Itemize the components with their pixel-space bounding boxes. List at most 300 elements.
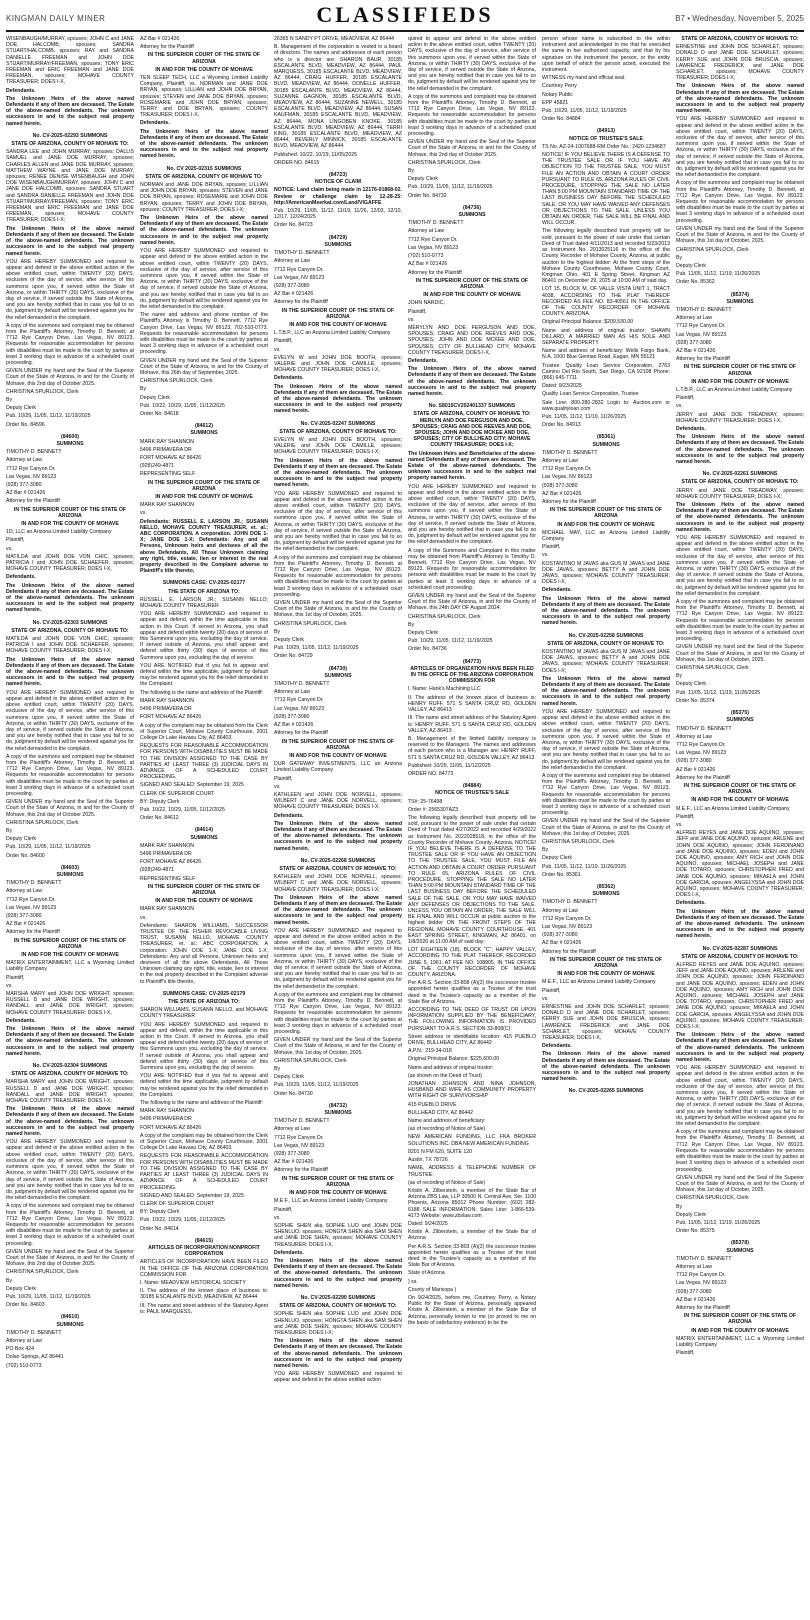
notice-title: NOTICE OF CLAIM xyxy=(314,179,362,186)
notice-line: NOTICE: Land claim being made in 12176-01868-02. Review or challenge claim by 12-28-25: http://AmericanMeerkat.com/Land/VIGAFFE xyxy=(274,187,402,206)
notice-line: CHRISTINA SPURLOCK, Clerk xyxy=(676,1195,749,1202)
notice-line: (928) 377-3080 xyxy=(676,339,712,346)
legal-notice xyxy=(408,403,536,653)
notice-line: CHRISTINA SPURLOCK, Clerk xyxy=(140,378,213,385)
notice-line: Defendants. xyxy=(6,1017,36,1024)
legal-notice xyxy=(408,659,536,777)
legal-notice xyxy=(6,133,134,428)
notice-line: AZ Bar # 021426 xyxy=(6,921,46,928)
notice-line: Order No. 84603 xyxy=(6,1302,45,1309)
notice-title: NOTICE OF TRUSTEE'S SALE xyxy=(569,135,643,142)
notice-line: The following legally described trust property will be sold, pursuant to the power of sale under that certain Deed of Trust dated 4/27/2022 and recorded 4/29/2022 as Instrument No. 2022028518, in the office of the County Recorder of Mohave County, Arizona, NOTICE! IF YOU BELIEVE THERE IS A DEFENSE TO THE TRUSTEE SALE OR IF YOU HAVE AN OBJECTION TO THE TRUSTEE SALE, YOU MUST FILE AN ACTION AND OBTAIN A COURT ORDER PURSUANT TO RULE 65, ARIZONA RULES OF CIVIL PROCEDURE, STOPPING THE SALE NO LATER THAN 5:00 PM MOUNTAIN STANDARD TIME OF THE LAST BUSINESS DAY BEFORE THE SCHEDULED SALE OF THE SALE, OR YOU MAY HAVE WAIVED ANY DEFENSES OR OBJECTIONS TO THE SALE. UNLESS YOU OBTAIN AN ORDER, THE SALE WILL BE FINAL AND WILL OCCUR at public auction to the highest bidder ON THE FRONT STEPS OF THE REGIONAL MOHAVE COUNTY COURTHOUSE, 401 EAST SPRING STREET, KINGMAN, AZ 86401, on 1/8/2026 at 11:00 AM of said day: xyxy=(408,814,536,945)
notice-line: The Unknown Heirs of the above named Defendants if any of them are deceased. The Estate of the above-named defendants. The unknown successors in and to the subject real property named herein. xyxy=(542,675,670,707)
notice-line: GIVEN UNDER my hand and the Seal of the Superior Court of the State of Arizona, in and for the County of Mohave, this 2nd day of October 2025. xyxy=(6,368,134,387)
notice-line: (928) 377-3080 xyxy=(274,713,310,720)
notice-line: GIVEN UNDER my hand and the Seal of the Superior Court of the State of Arizona, in and for the County of Mohave, this 26th day of September, 2025. xyxy=(140,357,268,376)
notice-line: By xyxy=(274,628,281,635)
notice-line: REPRESENTING SELF xyxy=(140,875,196,882)
notice-line: SIGNED AND SEALED: September 19, 2025 xyxy=(140,1192,244,1199)
notice-line: MATILDA and JOHN DOE VON CHIC, spouses; PATRICIA I and JOHN DOE SCHAEFER, spouses; MOHAVE COUNTY TREASURER; DOES I-X; xyxy=(6,636,134,655)
classified-columns xyxy=(6,36,804,1614)
notice-line: II. The address of the known place of business is: HENRY RUFF, 571 S SANTA CRUZ RD, GOLDEN VALLEY, AZ 86413 xyxy=(408,694,536,714)
notice-line: IN AND FOR THE COUNTY OF MOHAVE xyxy=(691,1327,789,1334)
notice-line: The Unknown Heirs of the above named Defendants if any of them are deceased. The Estate of the above-named defendants. The unknown successors in and to the subject real property named herein. xyxy=(6,1026,134,1057)
notice-line: Plaintiff, xyxy=(676,395,695,402)
notice-line: Sale Line: 800-280-2832 Login to: Auction.com or www.qualityloan.com xyxy=(542,399,670,412)
notice-line: By xyxy=(408,168,415,175)
notice-line: WISENBAUGH/MURRAY, spouses; JOHN C and JANE DOE HALCOMB, spouses; SANDRA STUART/HALCOMB, spouses; RAY and SANDRA DANIELLE FREEMAN and JOHN DOE STUART/MURRAY/FREEMAN, spouses; TONY ERIC FREEMAN and ERIC FREEMAN and JANE DOE FREEMAN, spouses; MOHAVE COUNTY TREASURER; DOES I-X, xyxy=(6,36,134,86)
notice-id: (84603) xyxy=(61,864,79,871)
notice-line: (928) 377-3080 xyxy=(6,482,42,488)
notice-line: By xyxy=(676,673,683,680)
notice-line: III. The name and street address of the Statutory Agent is: HENRY RUFF, 571 S SANTA CRUZ RD, GOLDEN VALLEY, AZ 86413 xyxy=(408,715,536,734)
notice-title: No. CV-2025-02261 SUMMONS xyxy=(702,471,778,478)
notice-line: Pub. 11/05, 11/12, 11/19, 11/26/2025 xyxy=(542,863,627,870)
notice-line: EVELYN W and JOHN DOE BOOTH, spouses; VALERIE and JOHN DOE CAMILLE, spouses; MOHAVE COUNTY TREASURER; DOES I-X, xyxy=(274,354,402,374)
notice-line: Order No. 84729 xyxy=(274,653,313,660)
legal-notice xyxy=(542,884,670,1082)
notice-line: A copy of the Summons and Complaint in this matter may be obtained from Plaintiff's Attorney is Timothy D. Bennett, 7712 Rye Canyon Drive, Las Vegas, NV 89123. Requests for reasonable accommodation for persons with disabilities must be made to the court by parties at least 3 working days in advance of a scheduled court proceeding. xyxy=(408,547,536,591)
legal-notice xyxy=(6,620,134,859)
notice-line: Pub. 10/29, 11/05, 11/12, 11/19/2025 xyxy=(6,413,91,420)
notice-line: quired to appear and defend in the above entitled action in the above entitled court, within TWENTY (20) DAYS, exclusive of the day of service, after service of this summons upon you, if served within the State of Arizona, or within THIRTY (30) DAYS, exclusive of the day of service, if served outside the State of Arizona, and you are hereby notified that in case you fail to so do, judgment by default will be rendered against you for the relief demanded in the complaint. xyxy=(408,36,536,92)
notice-title: No. CV-2025-02287 SUMMONS xyxy=(702,945,778,952)
notice-line: Deputy Clerk xyxy=(6,405,36,412)
legal-notice xyxy=(140,36,268,160)
notice-line: Pub. 10/29, 11/05, 11/12, 11/19/2025 xyxy=(408,184,493,191)
notice-line: A copy of the summons and complaint may be obtained from the Plaintiff's Attorney, Timothy D. Bennett, at 7712 Rye Canyon Drive, Las Vegas, NV 89123. Requests for reasonable accommodation for persons with disabilities must be made to the court by parties at least 3 working days in advance of a scheduled court proceeding. xyxy=(274,991,402,1036)
notice-line: A.P.N.: 219-34-018 xyxy=(408,1048,452,1055)
notice-line: Las Vegas, NV 89123 xyxy=(542,923,593,930)
notice-line: MARK RAY SHANNON xyxy=(140,1108,194,1115)
notice-line: The Unknown Heirs of the above named Defendants if any of them are deceased. The Estate of the above-named defendants. The unknown successors in and to the subject real property named herein. xyxy=(676,434,804,465)
column-6 xyxy=(676,36,804,1614)
notice-title: No. CV-2025-02293 SUMMONS xyxy=(32,132,108,139)
legal-notice xyxy=(140,166,268,418)
notice-line: YOU ARE HEREBY SUMMONED and required to appear and defend in the above entitled action in the above entitled court, within TWENTY (20) DAYS, exclusive of the day of service, after service of this summons upon you, if served within the State of Arizona, or within THIRTY (30) DAYS, exclusive of the day of service, if served outside the State of Arizona, and you are hereby notified that in case you fail to so do, judgment by default will be rendered against you for the relief demanded in the complaint. xyxy=(6,689,134,752)
notice-line: Defendants. xyxy=(140,120,170,127)
notice-line: Las Vegas, NV 89123 xyxy=(6,473,57,480)
notice-line: (as of recording of Notice of Sale) xyxy=(408,1179,486,1186)
legal-notice xyxy=(408,36,536,199)
notice-line: YOU ARE HEREBY SUMMONED and required to appear and defend in the above entitled action in the above entitled court, within TWENTY (20) DAYS, exclusive of the day of service, after service of this summons upon you, if served within the State of Arizona, or within THIRTY (30) DAYS, exclusive of the day of service, if served outside the State of Arizona, and you are hereby notified that in case you fail to so do, judgment by default will be rendered against you for the relief demanded in the complaint. xyxy=(140,248,268,310)
notice-line: TIMOTHY D. BENNETT xyxy=(676,306,732,313)
notice-line: ACCORDING TO THE DEED OF TRUST OR UPON INFORMATION SUPPLIED BY THE BENEFICIARY, THE FOLLOWING INFORMATION IS PROVIDED PURSUANT TO A.R.S. SECTION 33-808(C): xyxy=(408,1007,536,1032)
notice-line: LOT 15, BLOCK M, OF VALLE VISTA UNIT 1, TRACT 4038, ACCORDING TO THE PLAT THEREOF RECORDED AS FEE NO. 83-40561 IN THE OFFICE OF THE COUNTY RECORDER OF MOHAVE COUNTY, ARIZONA. xyxy=(542,286,670,318)
notice-line: AZ Bar # 021426 xyxy=(408,261,448,268)
legal-notice xyxy=(140,580,268,821)
notice-line: CHRISTINA SPURLOCK, Clerk xyxy=(274,1057,347,1064)
notice-title: NOTICE OF TRUSTEE'S SALE xyxy=(435,790,509,797)
notice-line: Order No. 85374 xyxy=(676,697,715,704)
legal-notice xyxy=(140,423,268,574)
notice-line: AZ Bar # 021426 xyxy=(676,1296,716,1303)
notice-line: IN THE SUPERIOR COURT OF THE STATE OF ARIZONA xyxy=(683,1313,797,1326)
notice-line: CLERK OF SUPERIOR COURT xyxy=(140,1200,215,1207)
notice-line: GIVEN UNDER my hand and the Seal of the Superior Court of the State of Arizona, in and for the County of Mohave, this 1st day of October, 2025. xyxy=(676,225,804,245)
legal-notice xyxy=(676,710,804,940)
notice-line: Defendants: SHARON WILLIAMS, SUCCESSOR TRUSTEE OF THE FISHER REVOCABLE LIVING TRUST, SUSANN NELLO, MOHAVE COUNTY TREASURER, et. al.; ABC CORPORATION. A corporation. JOHN DOE 1-X; JANE DOE 1-X; Defendants: Any and all Persons, Unknown heirs and devisees of all the above Defendants, All Those Unknown claiming any right, title, estate, lien or interest in the real property described in the Complaint adverse to Plaintiff's title thereto, xyxy=(140,922,268,985)
notice-line: KOSTANTINO M JAVAS aka GUS M JAVAS and JANE DOE JAVAS, spouses; BETTY A and JOHN DOE JAVAS, spouses; MOHAVE COUNTY TREASURER; DOES I-X; xyxy=(542,649,670,674)
notice-title: No. CV-2025-02304 SUMMONS xyxy=(32,1063,108,1070)
notice-line: Las Vegas, NV 89123 xyxy=(274,1142,325,1149)
notice-line: I. Name: Hank's Machining LLC xyxy=(408,686,481,693)
notice-line: 1D, LLC an Arizona Limited Liability Company xyxy=(6,529,112,536)
notice-line: A copy of the complaint may be obtained from the Clerk of Superior Court, Mohave County Courthouse, 2001 College Dr Lake Havasu City, AZ 86403. xyxy=(140,1132,268,1152)
notice-line: Order No. 84730 xyxy=(274,1090,313,1097)
notice-id: (84615) xyxy=(195,1237,213,1244)
notice-line: The Unknown Heirs of the above named Defendants if any of them are deceased. The Estate of the above-named defendants. The unknown successors in and to the subject real property named herein. xyxy=(676,1032,804,1064)
notice-line: State of Arizona xyxy=(408,1270,445,1277)
notice-line: vs. xyxy=(140,914,147,921)
notice-line: IN THE SUPERIOR COURT OF THE STATE OF ARIZONA xyxy=(147,883,261,896)
notice-line: SHARON WILLIAMS, SUSANN NELLO, and MOHAVE COUNTY TREASURER xyxy=(140,1007,268,1020)
notice-line: The Unknown Heirs of the above named Defendants if any of them are deceased. The Estate of the above-named defendants. The unknown successors in and to the subject real property named herein. xyxy=(140,128,268,160)
notice-line: Order No. 84600 xyxy=(6,852,45,859)
notice-id: (85375) xyxy=(731,710,749,717)
notice-line: Attorney for the Plaintiff xyxy=(542,499,596,505)
notice-id: (84612) xyxy=(195,423,213,430)
notice-line: The Unknown Heirs of the above named Defendants if any of them are deceased. The Estate of the above-named defendants. The unknown successors in and to the subject real property named herein. xyxy=(6,582,134,614)
notice-line: GIVEN UNDER my hand and the Seal of the Superior Court of the State of Arizona, in and for the County of Mohave, this 1st day of October, 2025. xyxy=(676,644,804,663)
notice-line: 8201 N FM 620, SUITE 120 xyxy=(408,1148,473,1155)
notice-line: Pub. 10/29, 11/05, 11/12, 11/19/2025 xyxy=(408,638,493,645)
notice-line: The Unknown Heirs of the above named Defendants if any of them are deceased. The Estate of the above-named defendants. The unknown successors in and to the subject real property named herein. xyxy=(676,83,804,115)
legal-notice xyxy=(274,421,402,660)
notice-line: Attorney at Law xyxy=(542,457,579,464)
notice-line: Original Principal Balance: $225,600.00 xyxy=(408,1056,500,1063)
notice-line: YOU ARE HEREBY SUMMONED and required to appear and defend in the above entitled action in the above entitled court, within TWENTY (20) DAYS, exclusive of the day of service, after service of this summons upon you, if served within the State of Arizona, or within THIRTY (30) DAYS, exclusive of the day of service, if served outside the State of Arizona, and you are hereby notified that in case you fail to so do, judgment by default will be rendered against you for the relief demanded in the complaint. xyxy=(676,116,804,179)
notice-line: Plaintiff, xyxy=(274,775,293,782)
notice-line: Plaintiff, xyxy=(542,987,561,994)
notice-line: The Unknown Heirs of the above named Defendants if any of them are deceased. The Estate of the above-named defendants. The unknown successors in and to the subject real property named herein. xyxy=(274,1338,402,1369)
notice-line: IN THE SUPERIOR COURT OF THE STATE OF ARIZONA xyxy=(147,52,261,65)
notice-line: (928)249-4871 xyxy=(140,463,175,470)
notice-line: (928) 377-3080 xyxy=(676,1288,712,1295)
notice-line: II. The address of the known place of business is: 30185 ESCALANTE BLVD, MEADVIEW, AZ 86444 xyxy=(140,1288,268,1301)
notice-line: Notary Public xyxy=(542,91,573,98)
notice-line: Plaintiff, xyxy=(542,544,561,551)
notice-line: vs. xyxy=(676,821,683,828)
notice-line: By xyxy=(274,1066,281,1073)
notice-line: AZ Bar # 021426 xyxy=(676,347,716,354)
notice-title: No. CV-2025-02290 SUMMONS xyxy=(300,1294,376,1301)
notice-line: 5496 PRIMAVERA DR xyxy=(140,446,192,453)
notice-line: Deputy Clerk xyxy=(6,836,36,843)
notice-line: Defendants. xyxy=(542,587,572,594)
notice-line: Deputy Clerk xyxy=(676,681,706,688)
notice-line: Attorney for the Plaintiff xyxy=(676,774,730,781)
notice-title: No. CV-2025-02247 SUMMONS xyxy=(300,420,376,427)
notice-line: IN AND FOR THE COUNTY OF MOHAVE xyxy=(557,521,655,528)
notice-line: 7712 Rye Canyon Dr. xyxy=(676,741,726,748)
notice-line: Deputy Clerk xyxy=(274,1074,304,1081)
notice-line: Attorney at Law xyxy=(6,888,43,895)
notice-line: The Unknown Heirs and Beneficiaries of the above-named Defendants if any of them are deceased. The Estate of the above-named defendants. The unknown successors in and to the subject real property named herein. xyxy=(408,450,536,482)
notice-line: TIMOTHY D. BENNETT xyxy=(542,899,598,906)
notice-line: Attorney at Law xyxy=(6,1337,43,1344)
notice-line: The Unknown Heirs of the above named Defendants if any of them are deceased. The Estate of the above-named defendants. The unknown successors in and to the subject real property named herein. xyxy=(274,894,402,926)
notice-line: Deputy Clerk xyxy=(676,1211,706,1218)
notice-line: IN AND FOR THE COUNTY OF MOHAVE xyxy=(691,378,789,385)
notice-line: FORT MOHAVE AZ 86426 xyxy=(140,1124,202,1131)
notice-line: Name and address of original trustor: SHAWN DILLARD, A MARRIED MAN AS HIS SOLE AND SEPARATE PROPERTY xyxy=(542,327,670,346)
notice-line: Attorney at Law xyxy=(274,1126,311,1133)
notice-title: SUMMONS xyxy=(324,672,352,679)
notice-line: YOU ARE HEREBY SUMMONED and required to appear and defend in the above entitled action in the above entitled court, within TWENTY (20) DAYS, exclusive of the day of service, after service of this summons upon you, if served within the State of Arizona, or within THIRTY (30) DAYS, exclusive of the day of service, if served outside the State of Arizona, and you are hereby notified that in case you fail to so do, judgment by default will be rendered against you for the relief demanded in the complaint. xyxy=(676,535,804,597)
notice-line: 5496 PRIMAVERA DR xyxy=(140,1116,192,1123)
notice-line: GIVEN UNDER my hand and the Seal of the Superior Court of the State of Arizona, in and for the County of Mohave, this 1st day of October, 2025. xyxy=(274,600,402,619)
notice-line: DUR GATEWAY INVESTMENTS, LLC an Arizona Limited Liability Company xyxy=(274,761,402,774)
notice-line: The Unknown Heirs of the above named Defendants if any of them are deceased. The Estate of the above-named defendants. The unknown successors in and to the subject real property named herein. xyxy=(676,502,804,533)
notice-line: 7712 Rye Canyon Dr. xyxy=(542,466,592,473)
notice-line: IN AND FOR THE COUNTY OF MOHAVE xyxy=(557,971,655,978)
notice-line: STATE OF ARIZONA, COUNTY OF MOHAVE TO: xyxy=(145,173,263,180)
legal-notice xyxy=(274,666,402,852)
notice-line: (928) 377-3080 xyxy=(542,482,578,489)
notice-line: Pub. 11/05, 11/12, 11/19, 11/26/2025 xyxy=(676,271,761,278)
legal-notice xyxy=(140,827,268,984)
notice-line: vs. xyxy=(676,403,683,410)
notice-line: The Unknown Heirs of the above named Defendants if any of them are deceased. The Estate of the above-named defendants. The unknown successors in and to the subject real property named herein. xyxy=(274,1257,402,1289)
masthead xyxy=(6,0,804,32)
legal-notice xyxy=(676,471,804,704)
notice-line: Published: 10/29, 11/05, 11/12/2025 xyxy=(408,762,491,769)
notice-line: Order No. 84736 xyxy=(408,646,447,653)
notice-line: CHRISTINA SPURLOCK, Clerk xyxy=(274,620,347,627)
notice-line: The Unknown Heirs of the above named Defendants if any of them are deceased. The Estate of the above-named defendants. The unknown successors in and to the subject real property named herein. xyxy=(140,215,268,246)
notice-id: (84736) xyxy=(463,204,481,211)
notice-line: 7712 Rye Canyon Dr. xyxy=(676,323,726,330)
notice-line: CHRISTINA SPURLOCK, Clerk xyxy=(542,838,615,845)
notice-line: Attorney for the Plaintiff xyxy=(676,1304,730,1311)
notice-line: Deputy Clerk xyxy=(408,630,438,637)
notice-line: Las Vegas, NV 89123 xyxy=(676,1280,727,1287)
notice-id: (84730) xyxy=(329,665,347,672)
notice-line: Dolan Springs, AZ 86441 xyxy=(6,1354,64,1361)
notice-line: YOU ARE HEREBY SUMMONED and required to appear and defend in the above entitled action in the above entitled court, within TWENTY (20) DAYS, exclusive of the day of service, after service of this summons upon you, if served within the State of Arizona, or within THIRTY (30) DAYS, exclusive of the day of service, if served outside the State of Arizona, and you are hereby notified that in case you fail to so do, judgment by default will be rendered against you for the relief demanded in the complaint. xyxy=(274,927,402,990)
notice-title: No. CV-2025-02268 SUMMONS xyxy=(300,857,376,864)
notice-line: The Unknown Heirs of the above named Defendants if any of them are deceased. The Estate of the above-named defendants. The unknown successors in and to the subject real property named herein. xyxy=(6,225,134,257)
notice-line: On 9/24/2025, before me, Courtney Perry, a Notary Public for the State of Arizona, personally appeared Kristin A. Zilberstein, a member of the State Bar of Arizona, personally known to me (or proved to me on the basis of satisfactory evidence) to be the xyxy=(408,1294,536,1326)
notice-line: 5496 PRIMAVERA DR xyxy=(140,850,192,857)
legal-notice xyxy=(6,36,134,127)
notice-title: SUMMONS xyxy=(324,241,352,248)
notice-line: Defendants. xyxy=(274,1249,304,1256)
notice-line: ALFRED REYES and JANE DOE AQUINO, spouses; JEFF and JANE DOE AQUINO, spouses; ARLENE and JOHN DOE AQUINO, spouses; JOHN FERDINAND and JANE DOE AQUINO, spouses; EDEN and JOHN DOE AQUINO, spouses; AMY RICH and JOHN DOE AQUINO, spouses; MICHAEL JOSEPH and JANE DOE TOTARO, spouses; CHRISTOPHER FRED and JANE DOE AQUINO, spouses; MIKAELA and JOHN DOE GARCIA, spouses; ANGELYSSA and JOHN DOE AQUINO, spouses; MOHAVE COUNTY TREASURER; DOES I-X, xyxy=(676,830,804,899)
notice-line: Plaintiff, xyxy=(6,537,25,544)
notice-line: vs. xyxy=(274,783,281,790)
notice-line: The following legally described trust property will be sold, pursuant to the power of sale under that certain Deed of Trust dated 4/11/2013 and recorded 5/23/2013 as Instrument No. 2013025116 in the office of the County Recorder of Mohave County, Arizona, at public auction to the highest bidder: At the front steps of the Mohave County Courthouse, Mohave County Court, Kingman Ohio, 401 E Spring Street, Kingman AZ 86401 on December 29, 2025 at 10:00 AM of said day. xyxy=(542,228,670,285)
legal-notice xyxy=(274,1103,402,1289)
notice-line: MATRIX ENTERTAINMENT, LLC a Wyoming Limited Liability Company xyxy=(676,1335,804,1348)
notice-line: AZ Bar # 021426 xyxy=(676,766,716,773)
notice-line: JERRY and JANE DOE TREADWAY, spouses; MOHAVE COUNTY TREASURER; DOES I-X; xyxy=(676,487,804,500)
notice-line: Pub. 10/29, 11/05, 11/12, 11/19/2025 xyxy=(6,844,91,851)
notice-line: Order No. 85361 xyxy=(542,871,581,878)
notice-line: IN THE SUPERIOR COURT OF THE STATE OF ARIZONA xyxy=(415,277,529,290)
notice-line: 7712 Rye Canyon Dr. xyxy=(676,1272,726,1279)
notice-line: MARK RAY SHANNON xyxy=(140,438,194,445)
notice-line: 26365 N SANDY PT DRIVE, MEADVIEW, AZ 86444 xyxy=(274,36,395,42)
notice-line: STATE OF ARIZONA, COUNTY OF MOHAVE TO: xyxy=(279,1303,397,1310)
notice-line: B. Management of the limited liability company is reserved to the Managers. The names and addresses of each person who is a Manager are: HENRY RUFF, 571 S SANTA CRUZ RD, GOLDEN VALLEY, AZ 86413 xyxy=(408,735,536,761)
notice-line: YOU ARE HEREBY SUMMONED and required to appear and defend in the above entitled action in the above entitled court, within TWENTY (20) DAYS, exclusive of the day of service, after service of this summons upon you, if served within the State of Arizona, or within THIRTY (30) DAYS, exclusive of the day of service, if served outside the State of Arizona, and you are hereby notified that in case you fail to so do, judgment by default will be rendered against you for the relief demanded in the complaint. xyxy=(6,1139,134,1202)
notice-title: SUMMONS xyxy=(56,1321,84,1328)
notice-line: TS#: 25-76498 xyxy=(408,798,443,805)
notice-title: No. CV 2025-02315 SUMMONS xyxy=(166,165,242,172)
notice-line: YOU ARE NOTIFIED that if you fail to appear and defend within the time applicable, judgment by default may be rendered against you for the relief demanded in the Complaint. xyxy=(140,1073,268,1098)
notice-line: Attorney at Law xyxy=(274,689,311,696)
notice-title: No. CV-2025-02303 SUMMONS xyxy=(32,619,108,626)
notice-line: ERNESTINE and JOHN DOE SCHARLET, spouses; DONALD D and JANE DOE SCHARLET, spouses; KERRY SUE and JOHN DOE BRUSCIA, spouses; LAWRENCE FREDERICK and JANE DOE SCHARLET, spouses; MOHAVE COUNTY TREASURER; DOES I-X; xyxy=(676,44,804,82)
notice-line: MARK RAY SHANNON xyxy=(140,502,194,509)
notice-line: Order No. 84612 xyxy=(140,815,179,822)
notice-line: M.E.F., LLC an Arizona Limited Liability Company xyxy=(542,979,656,986)
column-5 xyxy=(542,36,670,1614)
notice-title: SUMMONS xyxy=(190,430,218,437)
notice-line: JONATHAN JOHNSON AND NINA JOHNSON, HUSBAND AND WIFE AS COMMUNITY PROPERTY WITH RIGHT OF SURVIVORSHIP xyxy=(408,1081,536,1100)
notice-line: Pub. 11/05, 11/12, 11/19, 11/26/2025 xyxy=(676,689,761,696)
notice-line: ORDER NO. 84615 xyxy=(274,159,320,166)
notice-line: L.T.B.P., LLC an Arizona Limited Liability Company xyxy=(274,330,391,337)
notice-line: vs. xyxy=(542,552,549,559)
notice-line: FORT MOHAVE AZ 86426 xyxy=(140,714,202,721)
notice-line: Name and address of original trustor: xyxy=(408,1064,494,1071)
notice-line: 7712 Rye Canyon Dr. xyxy=(542,915,592,922)
notice-line: SANDRA LEE and JOHN MURRAY, spouses; DALLIS SAMUEL and JANE DOE MURRAY, spouses; CHARLES ALLEN and JANE DOE MURRAY, spouses; MATTHEW WAYNE and JANE DOE MURRAY, spouses; RENEE DENISE WISENBAUGH and JOHN DOE WISENBAUGH/MURRAY, spouses; JOHN C and JANE DOE HALCOMB, spouses; SANDRA STUART and SANDRA DANIELLE FREEMAN and JOHN DOE STUART/MURRAY/FREEMAN, spouses; TONY ERIC FREEMAN and ERIC FREEMAN and JANE DOE FREEMAN, spouses; MOHAVE COUNTY TREASURER; DOES I-X; xyxy=(6,149,134,224)
notice-line: KATHLEEN and JOHN DOE NORVELL, spouses; WILBERT C and JANE DOE NORVELL, spouses; MOHAVE COUNTY TREASURER; DOES I-X; xyxy=(274,874,402,893)
notice-line: B. Management of the corporation is vested in a board of directors. The names and addresses of each person who is a director are: SHARON BAUR, 30185 ESCALANTE BLVD, MEADVIEW, AZ 86444, PAUL MARQUESS, 30185 ESCALANTE BLVD, MEADVIEW, AZ 86444, CRAIG HUFFER, 30185 ESCALANTE BLVD, MEADVIEW, AZ 86444, DONELLE HUFFER, 30185 ESCALANTE BLVD, MEADVIEW, AZ 86444, SUZANNE GAGNON, 30185 ESCALANTE BLVD, MEADVIEW, AZ 86444, SUZANNE NEWELL, 30185 ESCALANTE BLVD, MEADVIEW, AZ 86444, SUSAN KAUFMAN, 30185 ESCALANTE BLVD, MEADVIEW, AZ 86444, MONA LINGOBEN KNOKE, 30185 ESCALANTE BLVD, MEADVIEW, AZ 86444, TERRI KING, 30185 ESCALANTE BLVD, MEADVIEW, AZ 86444, BEVERLY MINNICK, 30185 ESCALANTE BLVD, MEADVIEW, AZ 86444 xyxy=(274,44,402,150)
notice-line: Attorney for the Plaintiff xyxy=(408,269,462,276)
notice-line: IN AND FOR THE COUNTY OF MOHAVE xyxy=(155,898,253,905)
notice-line: The Unknown Heirs of the above named Defendants if any of them are deceased. The Estate of the above-named defendants. The unknown successors in and to the subject real property named herein. xyxy=(274,457,402,489)
notice-line: Defendants. xyxy=(274,375,304,382)
notice-line: Pub. 10/22, 10/29, 11/05, 11/12/2025 xyxy=(140,1217,225,1224)
notice-line: Attorney for the Plaintiff xyxy=(542,948,596,955)
notice-id: (85361) xyxy=(597,434,615,441)
notice-line: By xyxy=(408,621,415,628)
notice-line: By xyxy=(6,1277,13,1284)
notice-line: CHRISTINA SPURLOCK, Clerk xyxy=(676,246,749,253)
notice-line: Las Vegas, NV 89123 xyxy=(676,750,727,757)
notice-line: Defendants. xyxy=(6,574,36,581)
notice-line: YOU ARE HEREBY SUMMONED and required to appear and defend, within the time applicable in this action in this Court. If served in Arizona, you shall appear and defend within twenty (20) days of service of this Summons upon you, excluding the day of service. If served outside of Arizona, you shall appear and defend within thirty (30) days of service of this Summons upon you, excluding the day of service. xyxy=(140,1021,268,1072)
notice-line: IN AND FOR THE COUNTY OF MOHAVE xyxy=(289,752,387,759)
notice-line: Pub. 10/22, 10/29, 11/05, 11/12/2025 xyxy=(140,806,225,813)
column-1 xyxy=(6,36,134,1614)
notice-line: Pub. 10/22, 10/29, 11/05, 11/12/2025 xyxy=(140,402,225,409)
notice-line: Las Vegas, NV 89123 xyxy=(274,274,325,281)
notice-title: No. CV-2025-02258 SUMMONS xyxy=(568,632,644,639)
notice-line: Las Vegas, NV 89123 xyxy=(274,705,325,712)
notice-line: Deputy Clerk xyxy=(542,855,572,862)
notice-line: TEN SLEEP TECH, LLC a Wyoming Limited Liability Company, Plaintiff, vs. NORMAN and JANE DOE BRYAN, spouses; LILLIAN and JOHN DOE BRYAN, spouses; STEVEN and JANE DOE BRYAN, spouses; ROSEMARIE and JOHN DOE BRYAN, spouses; TERRY and DOE BRYAN, spouses; COUNTY TREASURER; DOES I-X, xyxy=(140,75,268,119)
notice-line: GIVEN UNDER my hand and the Seal of the Superior Court of the State of Arizona, in and for the County of Mohave, this 1st day of October, 2025. xyxy=(676,1174,804,1194)
notice-line: (702) 510-0773 xyxy=(6,1362,42,1369)
notice-id: (84614) xyxy=(195,827,213,834)
notice-line: KATHLEEN and JOHN DOE NORVELL, spouses; WILBERT C and JANE DOE NORVELL, spouses; MOHAVE COUNTY TREASURER; DOES I-X, xyxy=(274,791,402,811)
notice-id: (84732) xyxy=(329,1102,347,1109)
notice-line: By xyxy=(542,847,549,854)
notice-title: SUMMONS xyxy=(726,1247,754,1254)
notice-line: By xyxy=(6,827,13,834)
notice-line: PO Box 424 xyxy=(6,1346,34,1353)
notice-line: 7712 Rye Canyon Dr. xyxy=(408,236,458,243)
notice-line: SOPHIE SHEN aka SOPHIE LUO and JOHN DOE SHENLUO, spouses; HONGTA SHEN aka SAM SHEN and JANE DOE SHEN, spouses; MOHAVE COUNTY TREASURER; DOES I-X, xyxy=(274,1222,402,1248)
notice-line: YOU ARE NOTIFIED that if you fail to appear and defend within the time applicable, judgment by default may be rendered against you for the relief demanded in the Complaint. xyxy=(140,662,268,688)
notice-line: The Unknown Heirs of the above named Defendants if any of them are deceased. The Estate of the above-named defendants. The unknown successors in and to the subject real property named herein. xyxy=(542,595,670,627)
notice-line: Austin, TX 78726 xyxy=(408,1157,448,1164)
notice-line: L.T.B.P., LLC an Arizona Limited Liability Company xyxy=(676,386,793,393)
notice-line: Order No. 84596 xyxy=(6,421,45,428)
notice-line: Attorney at Law xyxy=(408,228,445,235)
notice-line: LOT EIGHTEEN (18), BLOCK "C", HAPPY VALLEY, ACCORDING TO THE PLAT THEREOF, RECORDED JUNE 5, 1961, AT FEE NO. 108905, IN THE OFFICE OF THE COUNTY RECORDER OF MOHAVE COUNTY, ARIZONA. xyxy=(408,947,536,979)
notice-line: STATE OF ARIZONA, COUNTY OF MOHAVE TO: xyxy=(681,953,799,960)
page-date: B7 • Wednesday, November 5, 2025 xyxy=(675,14,804,23)
notice-line: IN AND FOR THE COUNTY OF MOHAVE xyxy=(289,321,387,328)
notice-title: ARTICLES OF ORGANIZATION HAVE BEEN FILED IN THE OFFICE OF THE ARIZONA CORPORATION COMMISSION FOR xyxy=(410,665,534,685)
legal-notice xyxy=(6,865,134,1057)
notice-line: STATE OF ARIZONA, COUNTY OF MOHAVE TO: xyxy=(11,1071,129,1078)
notice-line: The Unknown Heirs of the above named Defendants if any of them are deceased. The Estate of the above-named defendants. The unknown successors in and to the subject real property named herein. xyxy=(6,1106,134,1138)
notice-line: Attorney at Law xyxy=(676,1263,713,1270)
notice-line: The Unknown Heirs of the above named Defendants if any of them are deceased. The Estate of the above-named defendants. The unknown successors in and to the subject real property named herein. xyxy=(274,820,402,852)
notice-line: A copy of the summons and complaint may be obtained from the Plaintiff's Attorney, Timothy D. Bennett, at 7712 Rye Canyon Drive, Las Vegas, NV 89123. Requests for reasonable accommodation for persons with disabilities must be made to the court by parties at least 3 working days in advance of a scheduled court proceeding. xyxy=(676,1129,804,1173)
notice-line: (928) 377-3080 xyxy=(274,1151,310,1158)
notice-line: STATE OF ARIZONA, COUNTY OF MOHAVE TO: MERLYN AND DOE FERGUSON AND DOE, SPOUSES; CRAIG AND DOE REEVES AND DOE, SPOUSES; JOHN AND DOE MCKEE AND DOE, SPOUSES; CITY OF BULLHEAD CITY; MOHAVE COUNTY TREASURER; DOES I-X; xyxy=(412,411,532,449)
notice-id: (84723) xyxy=(329,172,347,179)
notice-line: IN THE SUPERIOR COURT OF THE STATE OF ARIZONA xyxy=(13,937,127,950)
notice-line: TIMOTHY D. BENNETT xyxy=(6,449,62,456)
notice-line: AZ Bar # 021426 xyxy=(274,722,314,729)
legal-notice xyxy=(542,633,670,878)
legal-notice xyxy=(676,946,804,1235)
notice-line: MARSHA MARY and JOHN DOE WRIGHT, spouses; RUSSELL D and JANE DOE WRIGHT, spouses; RANDALL and JANE DOE WRIGHT, spouses; MOHAVE COUNTY TREASURER; DOES I-X; xyxy=(6,1079,134,1105)
notice-line: STATE OF ARIZONA, COUNTY OF MOHAVE TO: xyxy=(11,627,129,634)
notice-id: (85362) xyxy=(597,883,615,890)
notice-line: By xyxy=(676,254,683,261)
notice-line: Defendants. xyxy=(408,357,438,364)
notice-line: GIVEN UNDER my hand and the Seal of the Superior Court of the State of Arizona, in and for the County of Mohave, this 2nd day of October 2025. xyxy=(408,139,536,158)
notice-line: Name and address of beneficiary: Wells Fargo Bank, N.A. 1000 Blue Gentian Road, Eagan, MN 55121 xyxy=(542,348,670,361)
notice-line: JERRY and JANE DOE TREADWAY, spouses; MOHAVE COUNTY TREASURER; DOES I-X, xyxy=(676,411,804,424)
notice-line: Attorney at Law xyxy=(676,315,713,322)
notice-title: ARTICLES OF INCORPORATION NONPROFIT CORPORATION xyxy=(148,1244,260,1258)
notice-line: STATE OF ARIZONA, COUNTY OF MOHAVE TO: xyxy=(547,640,665,647)
notice-line: ) ss. xyxy=(408,1278,418,1285)
notice-line: YOU ARE HEREBY SUMMONED and required to appear and defend in the above entitled action in the above entitled court, within TWENTY (20) DAYS, exclusive of the day of service, after service of this summons upon you, if served within the State of Arizona, or within THIRTY (30) DAYS, exclusive of the day of service, if served outside the State of Arizona, and you are hereby notified that in case you fail to so do, judgment by default will be rendered against you for the relief demanded in the complaint. xyxy=(6,258,134,321)
notice-line: AZ Bar # 021426 xyxy=(6,490,46,497)
notice-line: BY: Deputy Clerk xyxy=(140,798,180,805)
notice-line: Attorney for the Plaintiff xyxy=(274,1167,328,1174)
notice-id: (85378) xyxy=(731,1240,749,1247)
notice-line: YOU ARE HEREBY SUMMONED and required to appear and defend in the above entitled action in the above entitled court, within TWENTY (20) DAYS, exclusive of the day of service, after service of this summons upon you, if served within the State of Arizona, or within THIRTY (30) DAYS, exclusive of the day of service, if served outside the State of Arizona, and you are hereby notified that in case you fail to so do, judgment by default will be rendered against you for the relief demanded in the complaint. xyxy=(676,1065,804,1128)
notice-line: CHRISTINA SPURLOCK, Clerk xyxy=(676,665,749,672)
notice-line: (702) 510-0773 xyxy=(408,253,444,260)
notice-line: YOU ARE HEREBY SUMMONED and required to appear and defend, within the time applicable in this action in this Court. If served in Arizona, you shall appear and defend within twenty (20) days of service of this Summons upon you, excluding the day of service. If served outside of Arizona, you shall appear and defend within thirty (30) days of service of this Summons upon you, excluding the day of service. xyxy=(140,611,268,661)
notice-id: (84610) xyxy=(61,1314,79,1321)
notice-line: Order No. 84723 xyxy=(274,222,313,229)
notice-line: The Unknown Heirs of the above named Defendants if any of them are deceased. The Estate of the above-named defendants. The unknown successors in and to the subject real property named herein. xyxy=(274,383,402,415)
notice-line: Las Vegas, NV 89123 xyxy=(6,904,57,911)
notice-line: 7712 Rye Canyon Dr. xyxy=(274,1134,324,1141)
notice-line: IN THE SUPERIOR COURT OF THE STATE OF ARIZONA xyxy=(683,782,797,796)
notice-line: A copy of the summons and complaint may be obtained from the Plaintiff's Attorney, Timothy D. Bennett, at 7712 Rye Canyon Drive, Las Vegas, NV 89123. Requests for reasonable accommodation for persons with disabilities must be made to the court by parties at least 3 working days in advance of a scheduled court proceeding. xyxy=(274,554,402,598)
notice-line: Published: 10/22, 10/29, 11/05/2025 xyxy=(274,151,357,158)
notice-line: YOU ARE HEREBY SUMMONED and required to appear and defend in the above entitled action in the above entitled court, within TWENTY (20) DAYS, exclusive of the day of service, after service of this summons upon you, if served within the State of Arizona, or within THIRTY (30) DAYS, exclusive of the day of service, if served outside the State of Arizona, and you are hereby notified that in case you fail to so do, judgment by default will be rendered against you for the relief demanded in the complaint. xyxy=(274,490,402,553)
notice-line: 7712 Rye Canyon Dr. xyxy=(274,697,324,704)
